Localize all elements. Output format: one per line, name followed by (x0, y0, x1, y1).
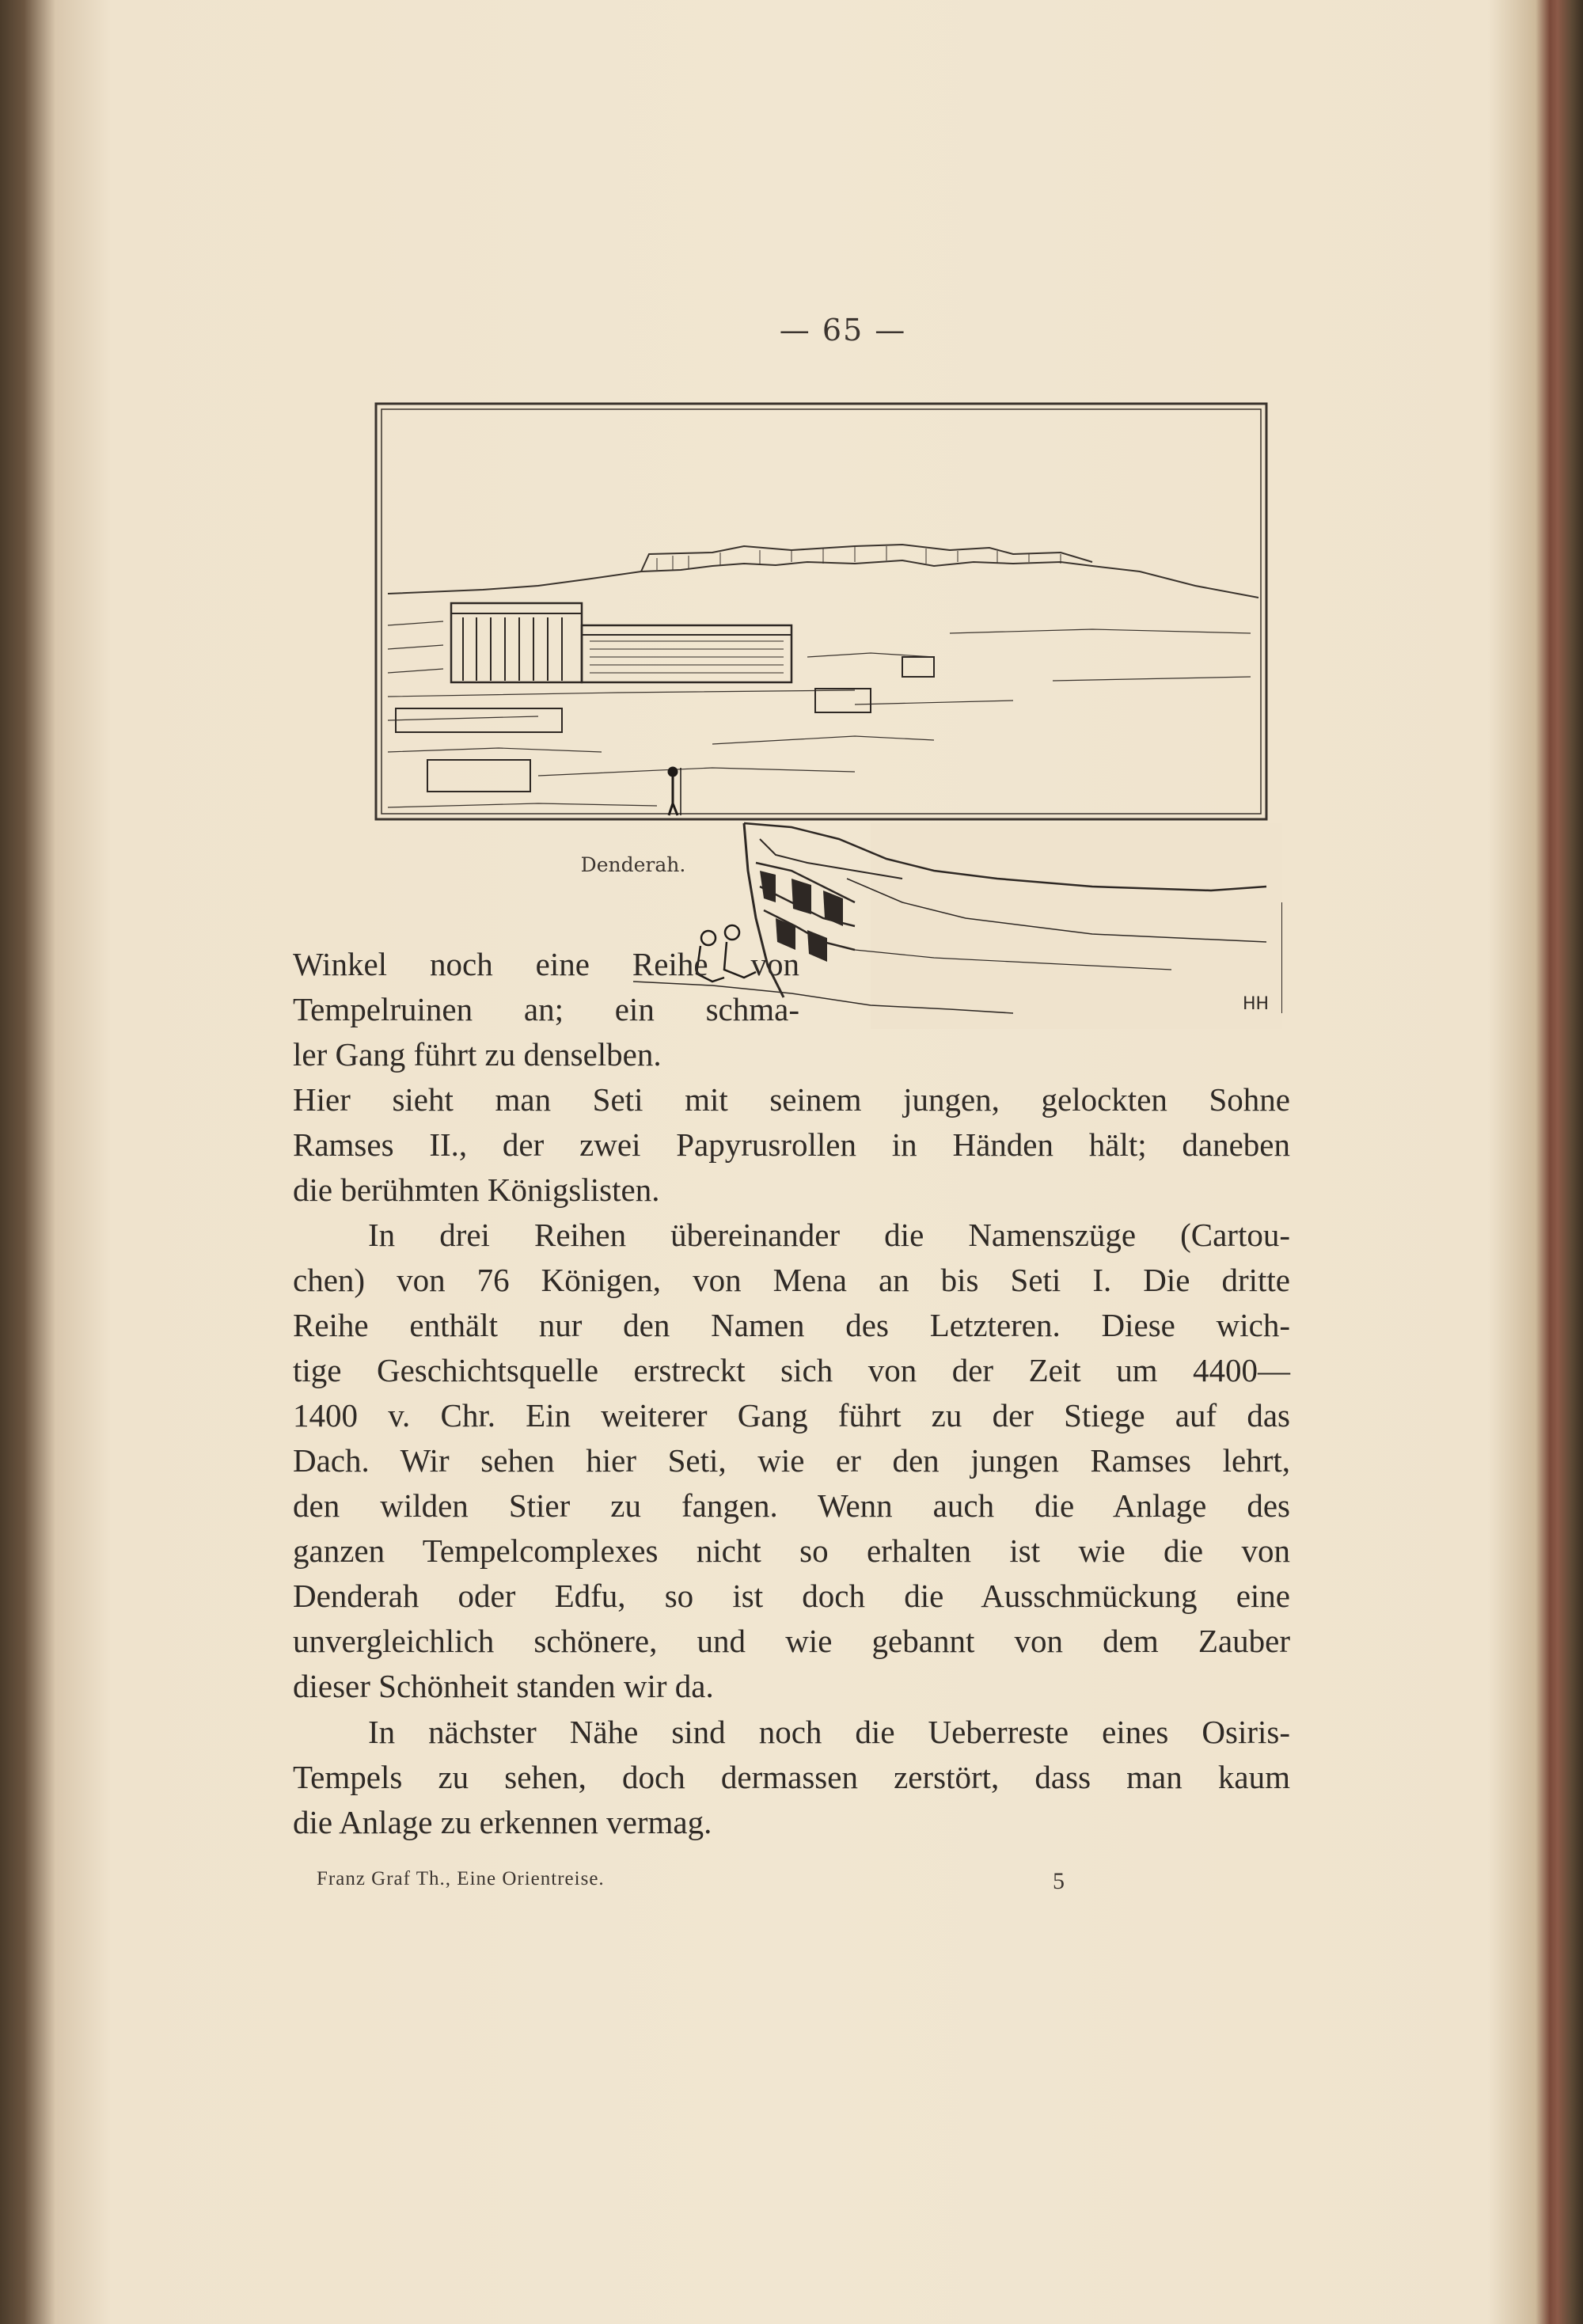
artist-monogram: HH (1243, 994, 1270, 1014)
running-footer: Franz Graf Th., Eine Orientreise. (317, 1868, 605, 1889)
standing-figure (669, 768, 681, 815)
text-line: Winkel noch eine Reihe von (293, 946, 799, 982)
text-line: ganzen Tempelcomplexes nicht so erhalten ist wie die von (293, 1532, 1290, 1569)
text-line: Denderah oder Edfu, so ist doch die Ausschmückung eine (293, 1578, 1290, 1614)
figure-caption: Denderah. (580, 853, 686, 876)
distant-cliffs (388, 560, 1258, 598)
paragraph-2 (293, 1213, 1290, 1709)
temple-building (451, 603, 792, 682)
text-line: die berühmten Königslisten. (293, 1171, 660, 1208)
text-line: In drei Reihen übereinander die Namenszüge (Cartou- (368, 1217, 1290, 1253)
ground-lines (388, 621, 1251, 807)
illustration-frame (376, 404, 1266, 819)
page-number: — 65 — (779, 313, 907, 347)
page (71, 0, 1543, 2324)
text-line: Tempelruinen an; ein schma- (293, 991, 799, 1027)
text-line: unvergleichlich schönere, und wie gebannt von dem Zauber (293, 1623, 1290, 1659)
text-line: Reihe enthält nur den Namen des Letzteren. Diese wich- (293, 1307, 1290, 1343)
denderah-illustration (301, 396, 1282, 1029)
text-line: die Anlage zu erkennen vermag. (293, 1804, 712, 1840)
text-line: Hier sieht man Seti mit seinem jungen, gelockten Sohne (293, 1081, 1290, 1118)
text-line: chen) von 76 Königen, von Mena an bis Seti I. Die dritte (293, 1262, 1290, 1298)
text-line: Dach. Wir sehen hier Seti, wie er den jungen Ramses lehrt, (293, 1442, 1290, 1479)
text-line: Ramses II., der zwei Papyrusrollen in Händen hält; daneben (293, 1126, 1290, 1163)
text-line: ler Gang führt zu denselben. (293, 1036, 662, 1073)
wrapped-text (293, 942, 1290, 1077)
text-line: 1400 v. Chr. Ein weiterer Gang führt zu der Stiege auf das (293, 1397, 1290, 1434)
text-line: tige Geschichtsquelle erstreckt sich von der Zeit um 4400— (293, 1352, 1290, 1388)
text-line: Tempels zu sehen, doch dermassen zerstört, dass man kaum (293, 1759, 1290, 1795)
text-line: den wilden Stier zu fangen. Wenn auch die Anlage des (293, 1487, 1290, 1524)
paragraph-3 (293, 1710, 1290, 1845)
signature-mark: 5 (1053, 1868, 1065, 1894)
text-line: In nächster Nähe sind noch die Ueberreste eines Osiris- (368, 1714, 1290, 1750)
text-line: dieser Schönheit standen wir da. (293, 1668, 714, 1704)
paragraph-1 (293, 1077, 1290, 1213)
